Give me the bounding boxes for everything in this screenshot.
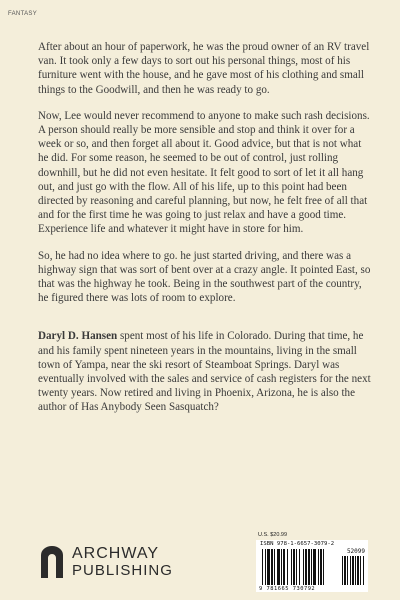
publisher-name-line2: PUBLISHING <box>72 562 173 579</box>
barcode-digits: 9 781665 730792 <box>259 586 316 592</box>
genre-label: FANTASY <box>8 11 37 17</box>
price-label: U.S. $20.99 <box>258 532 288 538</box>
paragraph-1: After about an hour of paperwork, he was the proud owner of an RV travel van. It took only a few days to sort out his personal things, most of his furniture went with the house, and he gave most of his clothing and small things to the Goodwill, and then he was ready to go. <box>38 41 370 96</box>
author-name: Daryl D. Hansen <box>38 330 118 343</box>
publisher-name-line1: ARCHWAY <box>72 545 159 562</box>
archway-logo-icon <box>40 546 64 578</box>
price-addon-code: 52099 <box>346 548 365 555</box>
barcode <box>256 540 368 592</box>
back-cover-text <box>38 40 372 427</box>
paragraph-3: So, he had no idea where to go. he just started driving, and there was a highway sign that was sort of bent over at a crazy angle. It pointed East, so that was the highway he took. Being in the southwest part of the country, he figured there was lots of room to explore. <box>38 249 371 305</box>
author-bio-text: spent most of his life in Colorado. During that time, he and his family spent nineteen years in the mountains, living in the small town of Yampa, near the ski resort of Steamboat Springs. Daryl was eventually involved with the sales and service of cash registers for the next twenty years. Now retired and living in Phoenix, Arizona, he is also the author of Has Anybody Seen Sasquatch? <box>38 330 371 414</box>
publisher-logo <box>40 546 180 578</box>
author-bio <box>38 329 372 414</box>
isbn-text: ISBN 978-1-6657-3079-2 <box>260 541 335 547</box>
paragraph-2: Now, Lee would never recommend to anyone to make such rash decisions. A person should really be more sensible and stop and think it over for a week or so, and then forget all about it. Good advice, but that is not what he did. For some reason, he seemed to be out of control, just rolling downhill, but he did not even hesitate. It felt good to sort of let it all hang out, and just go with the flow. All of his life, up to this point had been directed by reasoning and careful planning, but now, he felt free of all that and for the first time he was going to just relax and have a good time. Experience life and whatever it might have in store for him. <box>38 109 370 236</box>
